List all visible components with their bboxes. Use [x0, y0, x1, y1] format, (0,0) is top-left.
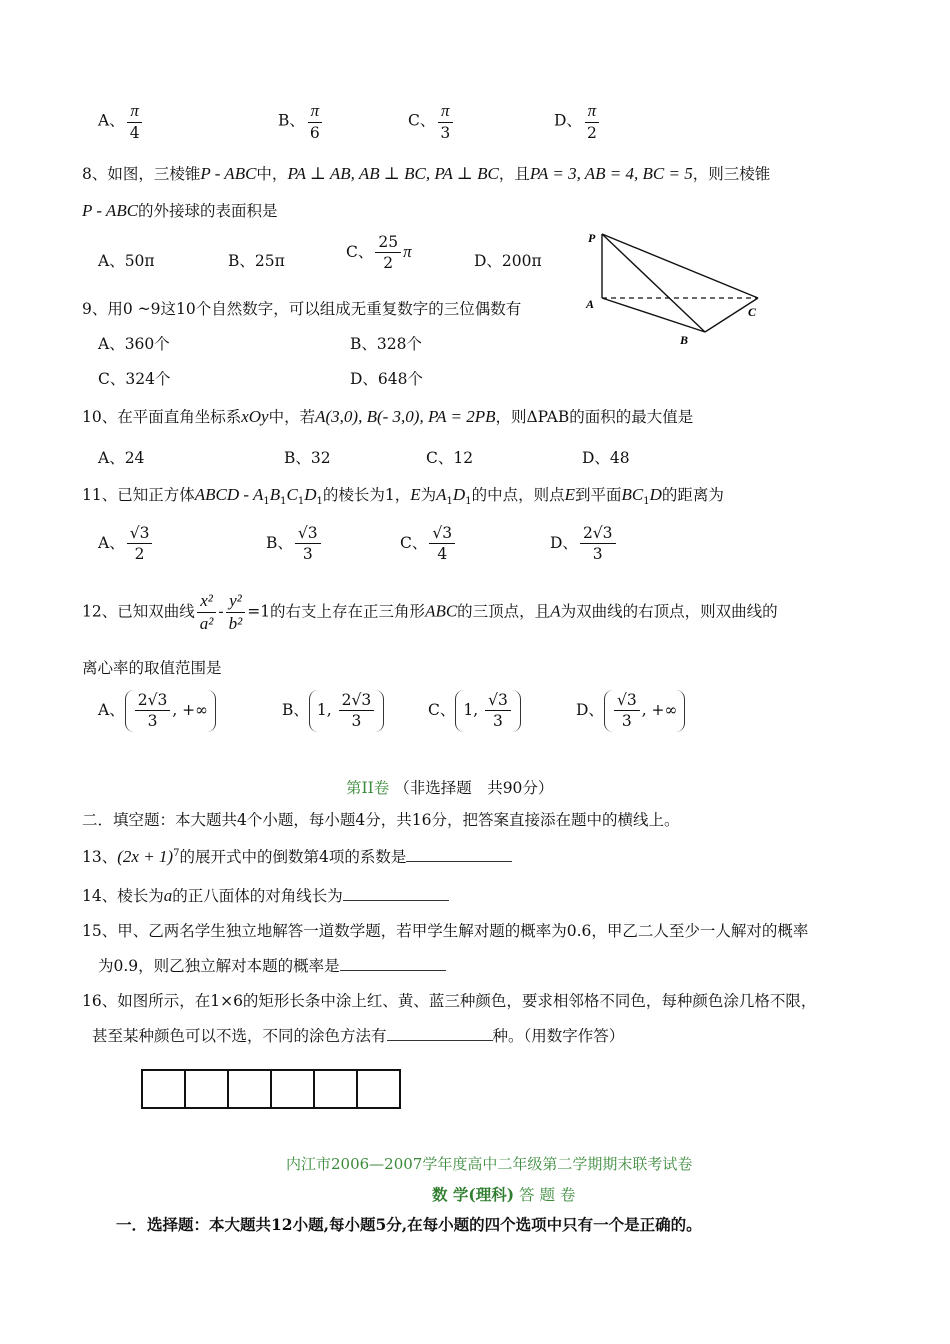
q11-text-part: 的棱长为1， — [322, 486, 411, 504]
q10-text-part: ，则ΔPAB的面积的最大值是 — [495, 408, 694, 426]
denominator: 3 — [351, 712, 362, 731]
q9-option-b: B、328个 — [350, 335, 422, 353]
q10-coordinate-system: xOy — [241, 407, 269, 426]
q16-answer-blank[interactable] — [387, 1026, 493, 1041]
q8-option-c — [346, 234, 412, 272]
answer-sheet-subtitle — [432, 1183, 575, 1205]
q13 — [82, 845, 512, 867]
q9-option-c: C、324个 — [98, 370, 171, 388]
numerator: √3 — [295, 525, 321, 544]
q12-option-c — [428, 690, 521, 732]
option-label: B、 — [278, 111, 305, 130]
numerator: π — [127, 102, 142, 123]
denominator: b² — [228, 613, 243, 633]
interval-right: , +∞ — [641, 700, 678, 719]
q12-option-b — [282, 690, 384, 732]
subject-label: 数 学(理科) — [432, 1185, 515, 1204]
vertex-c-label: C — [748, 305, 757, 319]
edge-pb — [602, 234, 705, 332]
option-label: A、 — [98, 111, 125, 130]
q10-option-d: D、48 — [582, 449, 630, 467]
q14 — [82, 884, 449, 906]
numerator: 2√3 — [580, 525, 616, 544]
q12-option-a — [98, 690, 216, 732]
q9-text: 9、用0 ~9这10个自然数字，可以组成无重复数字的三位偶数有 — [82, 300, 522, 318]
interval — [604, 690, 686, 732]
q14-text: 14、棱长为 — [82, 887, 164, 905]
numerator: π — [308, 102, 323, 123]
denominator: 3 — [440, 123, 451, 142]
edge-ab — [602, 298, 705, 332]
q10-text-part: 中，若 — [268, 408, 316, 426]
denominator: 3 — [621, 712, 632, 731]
vertex-a-label: A — [586, 297, 595, 311]
interval — [125, 690, 216, 732]
q8-line1 — [82, 162, 770, 184]
q8-line2 — [82, 199, 278, 221]
q7-option-a — [98, 102, 145, 141]
option-label: D、 — [550, 533, 578, 552]
numerator: 25 — [375, 234, 401, 253]
option-label: C、 — [408, 111, 436, 130]
answer-sheet-label: 答 题 卷 — [519, 1186, 576, 1204]
q11-option-b — [266, 525, 323, 563]
q15-line2 — [98, 954, 446, 976]
option-label: A、 — [98, 700, 125, 719]
q12-line2: 离心率的取值范围是 — [82, 659, 222, 677]
q11-cube-name-b: B — [269, 485, 281, 504]
q15-text: 为0.9，则乙独立解对本题的概率是 — [98, 957, 340, 975]
denominator: 2 — [134, 545, 145, 564]
interval-left: 1, — [316, 700, 337, 719]
q12-text-part: 为双曲线的右顶点，则双曲线的 — [560, 602, 778, 621]
q9-option-a: A、360个 — [98, 335, 170, 353]
fraction — [135, 692, 171, 730]
q7-option-d — [554, 102, 602, 141]
q13-number: 13、 — [82, 848, 118, 866]
numerator: √3 — [127, 525, 153, 544]
denominator: a² — [199, 613, 214, 633]
q11-segment: A — [436, 485, 447, 504]
minus-sign: - — [218, 602, 224, 621]
q13-expression: (2x + 1) — [117, 847, 174, 866]
color-strip-grid — [141, 1069, 401, 1109]
vertex-b-label: B — [680, 333, 689, 347]
q8-pyramid: P - ABC — [82, 201, 139, 220]
denominator: 4 — [129, 123, 140, 142]
option-label: D、 — [576, 700, 604, 719]
denominator: 4 — [437, 545, 448, 564]
q11-text-part: 11、已知正方体 — [82, 486, 195, 504]
q8-text: 的外接球的表面积是 — [138, 202, 278, 220]
q12-point-a: A — [550, 601, 561, 621]
q13-text: 的展开式中的倒数第4项的系数是 — [179, 848, 407, 866]
option-label: C、 — [428, 700, 456, 719]
fraction — [307, 102, 323, 141]
option-label: C、 — [346, 242, 374, 261]
q11-text: 11、已知正方体ABCD - $A_1B_1C_1D_1$的棱长为1，E为$A_1D_1$的中点，则点E到平面$BC_1D$的距离为 — [82, 485, 724, 508]
q11-text-part: 为 — [420, 486, 437, 504]
fraction-y — [226, 592, 246, 633]
answer-sheet-title: 内江市2006—2007学年度高中二年级第二学期期末联考试卷 — [286, 1155, 693, 1173]
q9-option-d: D、648个 — [350, 370, 424, 388]
q8-text: 中， — [256, 165, 288, 183]
q11-plane: BC — [621, 485, 644, 504]
interval-left: 1, — [463, 700, 484, 719]
interval-right: , +∞ — [172, 700, 209, 719]
fraction — [485, 692, 511, 730]
part2-heading — [346, 776, 553, 798]
fraction — [429, 525, 455, 563]
q11-text-part: 的距离为 — [661, 486, 724, 504]
numerator: 2√3 — [339, 692, 375, 711]
numerator: π — [438, 102, 453, 123]
q10-condition: A(3,0), B(- 3,0), PA = 2PB — [315, 407, 496, 426]
q14-variable: a — [163, 886, 173, 905]
q12-text-part: =1的右支上存在正三角形 — [247, 602, 426, 621]
q12-text-part: 12、已知双曲线 — [82, 602, 195, 621]
q16-line2 — [92, 1024, 624, 1046]
q12-option-d — [576, 690, 685, 732]
fraction — [375, 234, 401, 272]
pi-symbol: π — [403, 241, 412, 261]
numerator: y² — [226, 592, 245, 613]
q15-answer-blank[interactable] — [340, 956, 446, 971]
q8-lengths: PA = 3, AB = 4, BC = 5 — [529, 164, 693, 183]
q16-text: 种。（用数字作答） — [492, 1027, 625, 1045]
fraction-x — [197, 592, 217, 633]
denominator: 3 — [592, 545, 603, 564]
denominator: 2 — [586, 123, 597, 142]
fraction — [295, 525, 321, 563]
q11-option-c — [400, 525, 457, 563]
q15-line1: 15、甲、乙两名学生独立地解答一道数学题，若甲学生解对题的概率为0.6，甲乙二人至少一人解对的概率 — [82, 922, 809, 940]
q16-line1: 16、如图所示，在1×6的矩形长条中涂上红、黄、蓝三种颜色，要求相邻格不同色，每种颜色涂几格不限， — [82, 992, 817, 1010]
q16-text: 甚至某种颜色可以不选，不同的涂色方法有 — [92, 1027, 387, 1045]
fraction — [339, 692, 375, 730]
interval — [309, 690, 384, 732]
q8-text: ，且 — [498, 165, 530, 183]
q8-option-a: A、50π — [98, 252, 155, 270]
q11-text-part: 的中点，则点 — [471, 486, 565, 504]
grid-cell — [358, 1071, 399, 1107]
denominator: 2 — [383, 254, 394, 273]
option-label: C、 — [400, 533, 428, 552]
q11-cube-name: ABCD - A — [194, 485, 264, 504]
q7-option-b — [278, 102, 325, 141]
grid-cell — [143, 1071, 186, 1107]
part2-title: 第II卷 — [346, 779, 390, 797]
denominator: 3 — [302, 545, 313, 564]
option-label: B、 — [282, 700, 309, 719]
q11-option-d — [550, 525, 618, 563]
numerator: x² — [197, 592, 216, 613]
grid-cell — [229, 1071, 272, 1107]
q12-line1 — [82, 592, 778, 633]
q12-text-part: 的三顶点，且 — [457, 602, 551, 621]
grid-cell — [186, 1071, 229, 1107]
q10-text — [82, 405, 693, 427]
q10-option-a: A、24 — [98, 449, 145, 467]
interval — [455, 690, 520, 732]
q10-option-b: B、32 — [284, 449, 331, 467]
fraction — [580, 525, 616, 563]
option-label: A、 — [98, 533, 125, 552]
q11-point-e: E — [410, 485, 421, 504]
option-label: D、 — [554, 111, 582, 130]
fraction — [584, 102, 600, 141]
q8-text: 8、如图，三棱锥 — [82, 165, 201, 183]
numerator: π — [585, 102, 600, 123]
grid-cell — [315, 1071, 358, 1107]
numerator: √3 — [614, 692, 640, 711]
q12-triangle: ABC — [425, 601, 458, 621]
q11-option-a — [98, 525, 154, 563]
q13-answer-blank[interactable] — [406, 847, 512, 862]
option-label: B、 — [266, 533, 293, 552]
q7-option-c — [408, 102, 455, 141]
numerator: √3 — [485, 692, 511, 711]
q10-text-part: 10、在平面直角坐标系 — [82, 408, 242, 426]
q8-pyramid: P - ABC — [200, 164, 257, 183]
q10-option-c: C、12 — [426, 449, 474, 467]
denominator: 3 — [493, 712, 503, 731]
q11-text-part: 到平面 — [574, 486, 622, 504]
vertex-p-label: P — [588, 231, 596, 245]
fraction — [437, 102, 453, 141]
fraction — [127, 102, 143, 141]
q8-option-b: B、25π — [228, 252, 285, 270]
denominator: 3 — [147, 712, 158, 731]
fill-in-header: 二．填空题：本大题共4个小题，每小题4分，共16分，把答案直接添在题中的横线上。 — [82, 811, 680, 829]
part2-subtitle: （非选择题 共90分） — [394, 779, 554, 797]
fraction — [614, 692, 640, 730]
edge-pc — [602, 234, 758, 298]
section1-header: 一．选择题：本大题共12小题,每小题5分,在每小题的四个选项中只有一个是正确的。 — [116, 1215, 702, 1234]
pyramid-figure — [580, 222, 780, 352]
q14-text: 的正八面体的对角线长为 — [172, 887, 343, 905]
numerator: √3 — [429, 525, 455, 544]
grid-cell — [272, 1071, 315, 1107]
q8-relations: PA ⊥ AB, AB ⊥ BC, PA ⊥ BC — [287, 164, 499, 183]
q14-answer-blank[interactable] — [343, 886, 449, 901]
denominator: 6 — [309, 123, 320, 142]
numerator: 2√3 — [135, 692, 171, 711]
q8-option-d: D、200π — [474, 252, 542, 270]
fraction — [127, 525, 153, 563]
q13-exponent: 7 — [173, 847, 180, 859]
q8-text: ，则三棱锥 — [692, 165, 771, 183]
